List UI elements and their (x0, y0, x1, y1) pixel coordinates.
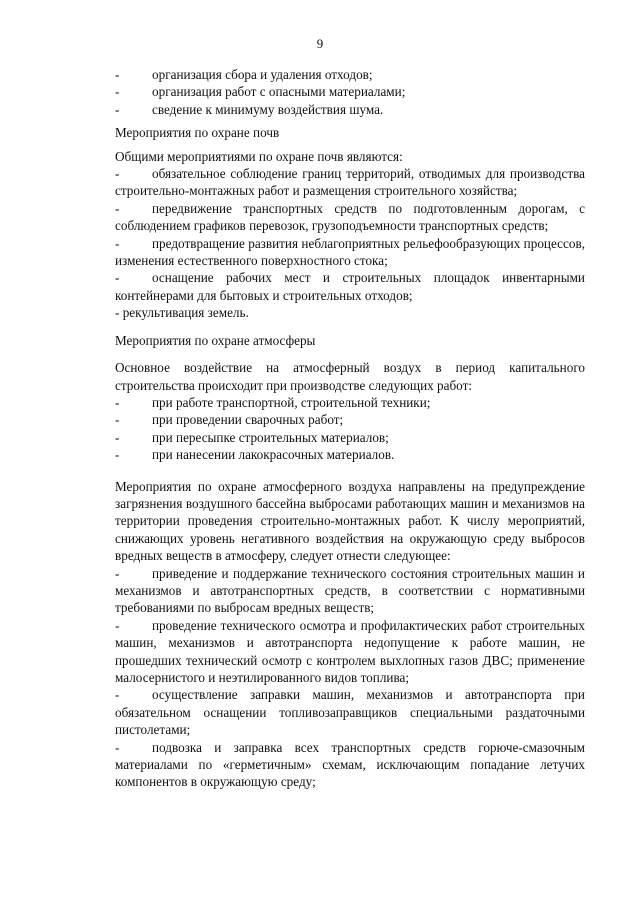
list-item: - при нанесении лакокрасочных материалов. (115, 447, 395, 463)
list-item: - организация сбора и удаления отходов; (115, 67, 373, 82)
bullet-dash: - (115, 617, 120, 633)
air-heading: Мероприятия по охране атмосферы (115, 332, 316, 348)
bullet-dash: - (115, 200, 120, 216)
list-item: - приведение и поддержание технического состояния строительных машин и механизмов и автотранспортных средств, в соответствии с нормативными требованиями по выбросам вредных веществ; (115, 565, 585, 616)
soil-heading: Мероприятия по охране почв (115, 125, 280, 141)
list-soil (115, 165, 585, 322)
air-paragraph: Мероприятия по охране атмосферного воздуха направлены на предупреждение загрязнения воздушного бассейна выбросами работающих машин и механизмов на территории проведения строительно-монтажных работ. К числу мероприятий, снижающих уровень негативного воздействия на окружающую среду выбросов вредных веществ в атмосферу, следует отнести следующее: (115, 478, 585, 564)
list-item: - передвижение транспортных средств по подготовленным дорогам, с соблюдением графиков перевозок, грузоподъемности транспортных средств; (115, 200, 585, 234)
list-item-last: - рекультивация земель. (115, 305, 249, 321)
bullet-dash: - (115, 67, 120, 82)
list-item: - оснащение рабочих мест и строительных площадок инвентарными контейнерами для бытовых и строительных отходов; (115, 270, 585, 303)
list-item: - проведение технического осмотра и профилактических работ строительных машин, механизмов и автотранспорта недопущение к работе машин, не прошедших технический осмотр с контролем выхлопных газов ДВС; применение малосернистого и неэтилированного видов топлива; (115, 617, 585, 685)
air-intro: Основное воздействие на атмосферный воздух в период капитального строительства происходит при производстве следующих работ: (115, 360, 585, 393)
bullet-dash: - (115, 166, 120, 182)
list-item: - предотвращение развития неблагоприятных рельефообразующих процессов, изменения естественного поверхностного стока; (115, 235, 585, 269)
list-item: - при работе транспортной, строительной техники; (115, 394, 431, 410)
list-item: - при пересыпке строительных материалов; (115, 429, 389, 445)
bullet-dash: - (115, 429, 120, 445)
bullet-dash: - (115, 394, 120, 410)
bullet-dash: - (115, 235, 120, 251)
list-item: - сведение к минимуму воздействия шума. (115, 101, 384, 117)
list-item: - подвозка и заправка всех транспортных средств горюче-смазочным материалами по «герметичным» схемам, исключающим попадание летучих компонентов в окружающую среду; (115, 739, 585, 790)
list-item: - при проведении сварочных работ; (115, 412, 344, 428)
bullet-dash: - (115, 84, 120, 100)
page-number: 9 (316, 36, 324, 51)
bullet-dash: - (115, 447, 120, 463)
bullet-dash: - (115, 270, 120, 286)
list-air-works (115, 394, 585, 464)
list-item: - обязательное соблюдение границ территорий, отводимых для производства строительно-монтажных работ и размещения строительного хозяйства; (115, 166, 585, 199)
page-content (115, 66, 585, 791)
bullet-dash: - (115, 687, 120, 703)
list-item: - организация работ с опасными материалами; (115, 84, 406, 100)
list-waste (115, 66, 585, 118)
list-item: - осуществление заправки машин, механизмов и автотранспорта при обязательном оснащении топливозаправщиков специальными раздаточными пистолетами; (115, 687, 585, 738)
soil-intro: Общими мероприятиями по охране почв являются: (115, 148, 403, 164)
list-air-measures (115, 565, 585, 791)
bullet-dash: - (115, 101, 120, 117)
bullet-dash: - (115, 565, 120, 581)
bullet-dash: - (115, 412, 120, 428)
bullet-dash: - (115, 739, 120, 755)
